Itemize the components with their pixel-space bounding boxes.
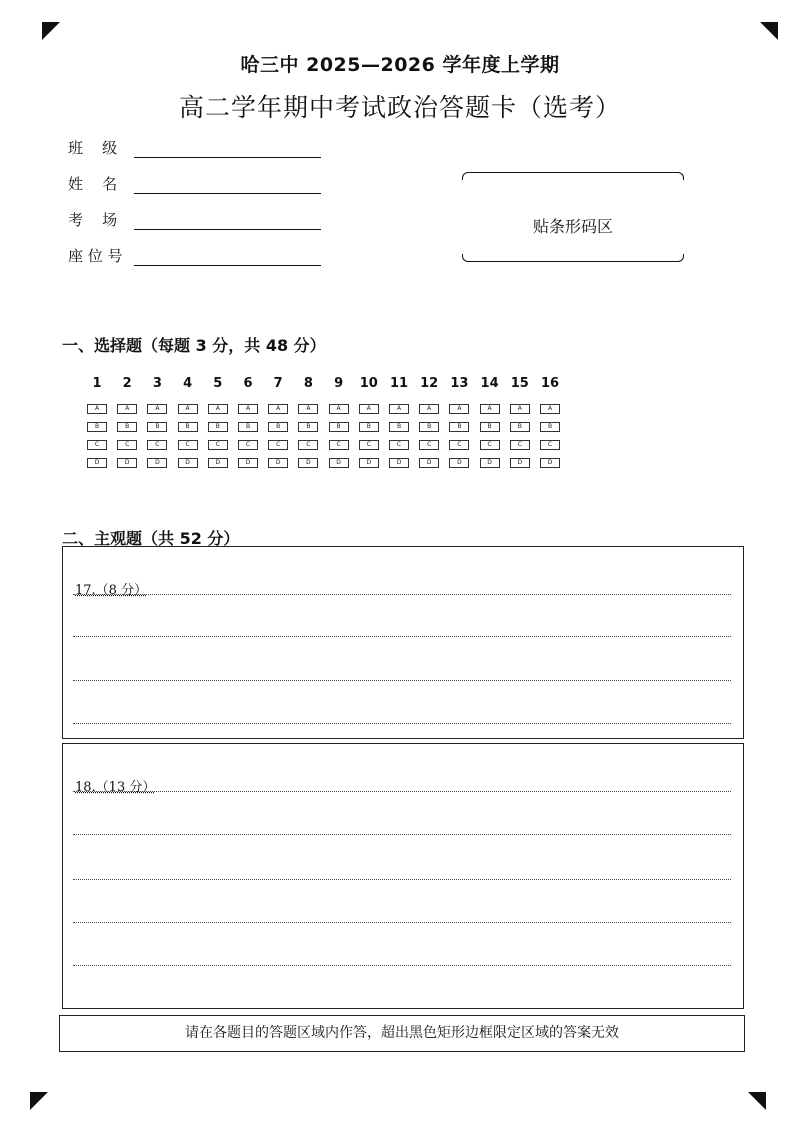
answer-line[interactable]	[73, 636, 731, 637]
mc-option-bubble[interactable]: D	[87, 458, 107, 468]
barcode-bracket-top	[462, 172, 684, 180]
mc-question-number: 14	[480, 376, 499, 391]
barcode-area	[462, 172, 684, 262]
mc-option-bubble[interactable]: A	[449, 404, 469, 414]
answer-line[interactable]	[73, 922, 731, 923]
mc-question-3	[146, 374, 168, 476]
mc-option-bubble[interactable]: A	[510, 404, 530, 414]
school-title: 哈三中 2025—2026 学年度上学期	[240, 54, 560, 76]
mc-option-bubble[interactable]: B	[238, 422, 258, 432]
mc-question-4	[177, 374, 199, 476]
answer-line[interactable]	[73, 791, 731, 792]
corner-mark-top-right	[760, 22, 778, 40]
mc-question-12	[418, 374, 440, 476]
mc-option-bubble[interactable]: C	[449, 440, 469, 450]
mc-question-number: 8	[303, 376, 313, 391]
exam-room-line[interactable]	[134, 212, 321, 230]
mc-option-bubble[interactable]: C	[268, 440, 288, 450]
mc-option-bubble[interactable]: C	[178, 440, 198, 450]
mc-question-15	[509, 374, 531, 476]
seat-number-field[interactable]	[68, 244, 321, 266]
mc-question-8	[297, 374, 319, 476]
mc-option-bubble[interactable]: D	[510, 458, 530, 468]
mc-question-number: 4	[183, 376, 193, 391]
mc-option-bubble[interactable]: A	[298, 404, 318, 414]
mc-option-bubble[interactable]: A	[238, 404, 258, 414]
mc-option-bubble[interactable]: A	[329, 404, 349, 414]
mc-question-number: 5	[213, 376, 223, 391]
exam-room-field[interactable]	[68, 208, 321, 230]
mc-option-bubble[interactable]: C	[329, 440, 349, 450]
mc-question-number: 16	[540, 376, 560, 391]
answer-line[interactable]	[73, 680, 731, 681]
answer-line[interactable]	[73, 594, 731, 595]
mc-option-bubble[interactable]: A	[208, 404, 228, 414]
mc-option-bubble[interactable]: D	[419, 458, 439, 468]
mc-question-5	[207, 374, 229, 476]
class-field[interactable]	[68, 136, 321, 158]
mc-question-7	[267, 374, 289, 476]
mc-option-bubble[interactable]: D	[268, 458, 288, 468]
mc-option-bubble[interactable]: D	[208, 458, 228, 468]
seat-number-line[interactable]	[134, 248, 321, 266]
mc-option-bubble[interactable]: C	[117, 440, 137, 450]
answer-line[interactable]	[73, 834, 731, 835]
answer-line[interactable]	[73, 965, 731, 966]
mc-option-bubble[interactable]: A	[359, 404, 379, 414]
mc-option-bubble[interactable]: D	[480, 458, 500, 468]
name-label: 姓 名	[68, 175, 118, 193]
mc-question-number: 3	[152, 376, 162, 391]
mc-question-16	[539, 374, 561, 476]
mc-option-bubble[interactable]: C	[238, 440, 258, 450]
mc-option-bubble[interactable]: B	[359, 422, 379, 432]
mc-option-bubble[interactable]: D	[389, 458, 409, 468]
exam-title: 高二学年期中考试政治答题卡（选考）	[178, 93, 621, 122]
mc-option-bubble[interactable]: C	[147, 440, 167, 450]
mc-option-bubble[interactable]: C	[480, 440, 500, 450]
mc-question-number: 10	[359, 376, 378, 391]
mc-option-bubble[interactable]: A	[419, 404, 439, 414]
mc-option-bubble[interactable]: A	[117, 404, 137, 414]
mc-question-number: 7	[273, 376, 283, 391]
class-label: 班 级	[68, 139, 118, 157]
mc-option-bubble[interactable]: C	[298, 440, 318, 450]
seat-number-label: 座 位 号	[68, 247, 123, 265]
mc-question-6	[237, 374, 259, 476]
answer-box-q17[interactable]	[62, 546, 744, 739]
mc-option-bubble[interactable]: B	[178, 422, 198, 432]
mc-option-bubble[interactable]: D	[238, 458, 258, 468]
mc-option-bubble[interactable]: C	[389, 440, 409, 450]
mc-option-bubble[interactable]: B	[419, 422, 439, 432]
name-line[interactable]	[134, 176, 321, 194]
mc-option-bubble[interactable]: A	[540, 404, 560, 414]
exam-room-label: 考 场	[68, 211, 118, 229]
mc-option-bubble[interactable]: D	[329, 458, 349, 468]
mc-option-bubble[interactable]: D	[449, 458, 469, 468]
answer-area-notice: 请在各题目的答题区域内作答，超出黑色矩形边框限定区域的答案无效	[59, 1015, 745, 1052]
mc-option-bubble[interactable]: C	[419, 440, 439, 450]
mc-option-bubble[interactable]: B	[510, 422, 530, 432]
mc-option-bubble[interactable]: A	[178, 404, 198, 414]
mc-question-number: 12	[420, 376, 439, 391]
mc-option-bubble[interactable]: B	[87, 422, 107, 432]
mc-question-number: 15	[510, 376, 529, 391]
mc-option-bubble[interactable]: B	[389, 422, 409, 432]
mc-question-14	[479, 374, 501, 476]
mc-option-bubble[interactable]: C	[87, 440, 107, 450]
mc-question-number: 13	[450, 376, 469, 391]
mc-option-bubble[interactable]: D	[540, 458, 560, 468]
mc-option-bubble[interactable]: B	[298, 422, 318, 432]
class-line[interactable]	[134, 140, 321, 158]
mc-question-number: 1	[92, 376, 102, 391]
mc-option-bubble[interactable]: B	[449, 422, 469, 432]
mc-option-bubble[interactable]: A	[87, 404, 107, 414]
mc-option-bubble[interactable]: B	[208, 422, 228, 432]
answer-line[interactable]	[73, 723, 731, 724]
name-field[interactable]	[68, 172, 321, 194]
mc-option-bubble[interactable]: B	[147, 422, 167, 432]
barcode-bracket-bottom	[462, 254, 684, 262]
mc-option-bubble[interactable]: D	[147, 458, 167, 468]
corner-mark-top-left	[42, 22, 60, 40]
mc-option-bubble[interactable]: C	[510, 440, 530, 450]
corner-mark-bottom-left	[30, 1092, 48, 1110]
mc-option-bubble[interactable]: B	[540, 422, 560, 432]
mc-question-number: 11	[389, 376, 409, 391]
mc-question-number: 6	[243, 376, 253, 391]
mc-question-2	[116, 374, 138, 476]
mc-option-bubble[interactable]: A	[268, 404, 288, 414]
mc-question-number: 9	[334, 376, 344, 391]
mc-question-11	[388, 374, 410, 476]
answer-box-q18[interactable]	[62, 743, 744, 1009]
mc-option-bubble[interactable]: C	[208, 440, 228, 450]
mc-option-bubble[interactable]: D	[359, 458, 379, 468]
mc-option-bubble[interactable]: C	[359, 440, 379, 450]
mc-option-bubble[interactable]: B	[117, 422, 137, 432]
mc-question-10	[358, 374, 380, 476]
q18-label: 18.（13 分）	[75, 780, 156, 795]
barcode-label: 贴条形码区	[532, 217, 613, 236]
mc-option-bubble[interactable]: A	[389, 404, 409, 414]
mc-option-bubble[interactable]: B	[329, 422, 349, 432]
mc-option-bubble[interactable]: C	[540, 440, 560, 450]
section1-title: 一、选择题（每题 3 分，共 48 分）	[62, 336, 326, 355]
mc-question-9	[328, 374, 350, 476]
corner-mark-bottom-right	[748, 1092, 766, 1110]
q17-label: 17.（8 分）	[75, 583, 148, 598]
section2-title: 二、主观题（共 52 分）	[62, 529, 240, 548]
mc-question-1	[86, 374, 108, 476]
mc-option-bubble[interactable]: D	[298, 458, 318, 468]
mc-question-number: 2	[122, 376, 132, 391]
mc-question-13	[448, 374, 470, 476]
mc-option-bubble[interactable]: B	[268, 422, 288, 432]
mc-option-bubble[interactable]: A	[147, 404, 167, 414]
mc-option-bubble[interactable]: A	[480, 404, 500, 414]
answer-line[interactable]	[73, 879, 731, 880]
mc-option-bubble[interactable]: D	[117, 458, 137, 468]
mc-option-bubble[interactable]: D	[178, 458, 198, 468]
mc-option-bubble[interactable]: B	[480, 422, 500, 432]
